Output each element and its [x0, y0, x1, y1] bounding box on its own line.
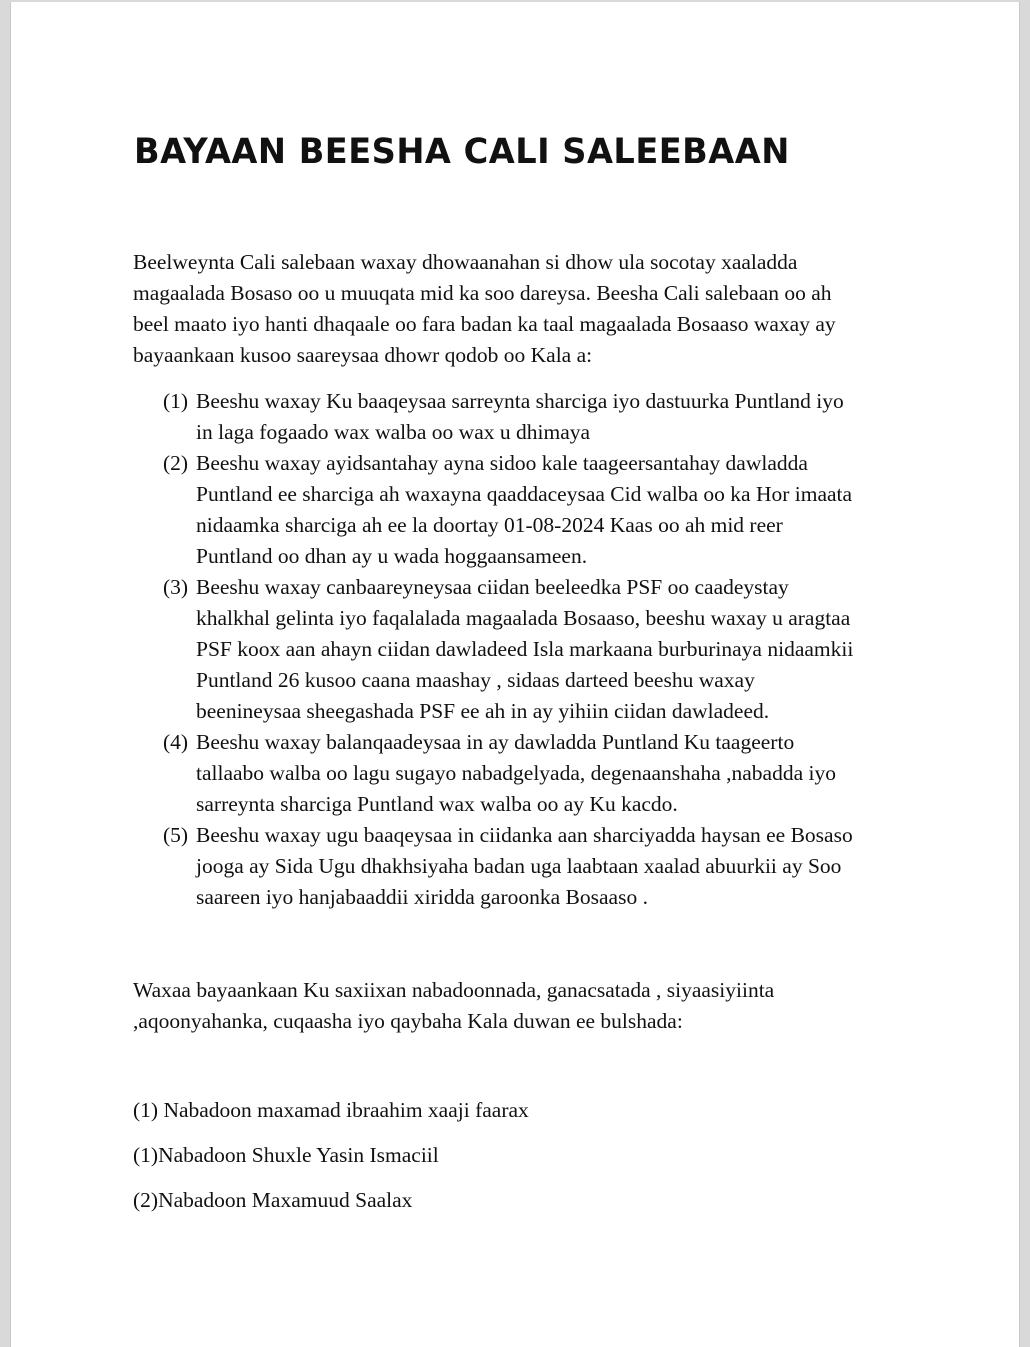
clause-line: Puntland 26 kusoo caana maashay , sidaas darteed beeshu waxay	[196, 668, 755, 692]
clause-number: (5)	[163, 823, 189, 847]
clause-line: Beeshu waxay ayidsantahay ayna sidoo kale taageersantahay dawladda	[196, 451, 808, 475]
clause-item	[163, 572, 963, 727]
clause-line: Beeshu waxay canbaareyneysaa ciidan beeleedka PSF oo caadeystay	[196, 575, 789, 599]
clause-line: saareen iyo hanjabaaddii xiridda garoonka Bosaaso .	[196, 885, 648, 909]
document-page	[10, 2, 1020, 1347]
page-title: BAYAAN BEESHA CALI SALEEBAAN	[134, 132, 790, 172]
clause-line: jooga ay Sida Ugu dhakhsiyaha badan uga laabtaan xaalad abuurkii ay Soo	[196, 854, 842, 878]
closing-line: ,aqoonyahanka, cuqaasha iyo qaybaha Kala duwan ee bulshada:	[133, 1009, 683, 1033]
clause-number: (4)	[163, 730, 189, 754]
clause-line: nidaamka sharciga ah ee la doortay 01-08-2024 Kaas oo ah mid reer	[196, 513, 783, 537]
clause-line: sarreynta sharciga Puntland wax walba oo ay Ku kacdo.	[196, 792, 678, 816]
clause-item	[163, 386, 963, 448]
signatory-item: (1) Nabadoon maxamad ibraahim xaaji faarax	[133, 1098, 529, 1122]
clause-line: Beeshu waxay balanqaadeysaa in ay dawladda Puntland Ku taageerto	[196, 730, 795, 754]
intro-line: beel maato iyo hanti dhaqaale oo fara badan ka taal magaalada Bosaaso waxay ay	[133, 312, 836, 336]
clause-item	[163, 727, 963, 820]
clause-line: Puntland oo dhan ay u wada hoggaansameen.	[196, 544, 588, 568]
clause-number: (3)	[163, 575, 189, 599]
clause-line: Beeshu waxay ugu baaqeysaa in ciidanka aan sharciyadda haysan ee Bosaso	[196, 823, 853, 847]
clause-line: in laga fogaado wax walba oo wax u dhimaya	[196, 420, 591, 444]
clause-number: (1)	[163, 389, 189, 413]
clause-line: Puntland ee sharciga ah waxayna qaaddaceysaa Cid walba oo ka Hor imaata	[196, 482, 853, 506]
clause-line: khalkhal gelinta iyo faqalalada magaalada Bosaaso, beeshu waxay u aragtaa	[196, 606, 851, 630]
clause-line: tallaabo walba oo lagu sugayo nabadgelyada, degenaanshaha ,nabadda iyo	[196, 761, 836, 785]
closing-line: Waxaa bayaankaan Ku saxiixan nabadoonnada, ganacsatada , siyaasiyiinta	[133, 978, 775, 1002]
clause-number: (2)	[163, 451, 189, 475]
signatory-item: (2)Nabadoon Maxamuud Saalax	[133, 1188, 413, 1212]
clause-line: Beeshu waxay Ku baaqeysaa sarreynta sharciga iyo dastuurka Puntland iyo	[196, 389, 844, 413]
clause-item	[163, 448, 963, 572]
closing-paragraph	[133, 975, 953, 1037]
intro-paragraph	[133, 247, 953, 371]
signatory-item: (1)Nabadoon Shuxle Yasin Ismaciil	[133, 1143, 439, 1167]
clause-line: beenineysaa sheegashada PSF ee ah in ay yihiin ciidan dawladeed.	[196, 699, 770, 723]
intro-line: magaalada Bosaso oo u muuqata mid ka soo dareysa. Beesha Cali salebaan oo ah	[133, 281, 832, 305]
clause-item	[163, 820, 963, 913]
intro-line: bayaankaan kusoo saareysaa dhowr qodob oo Kala a:	[133, 343, 593, 367]
clause-line: PSF koox aan ahayn ciidan dawladeed Isla markaana burburinaya nidaamkii	[196, 637, 854, 661]
intro-line: Beelweynta Cali salebaan waxay dhowaanahan si dhow ula socotay xaaladda	[133, 250, 798, 274]
clause-list	[163, 386, 963, 913]
